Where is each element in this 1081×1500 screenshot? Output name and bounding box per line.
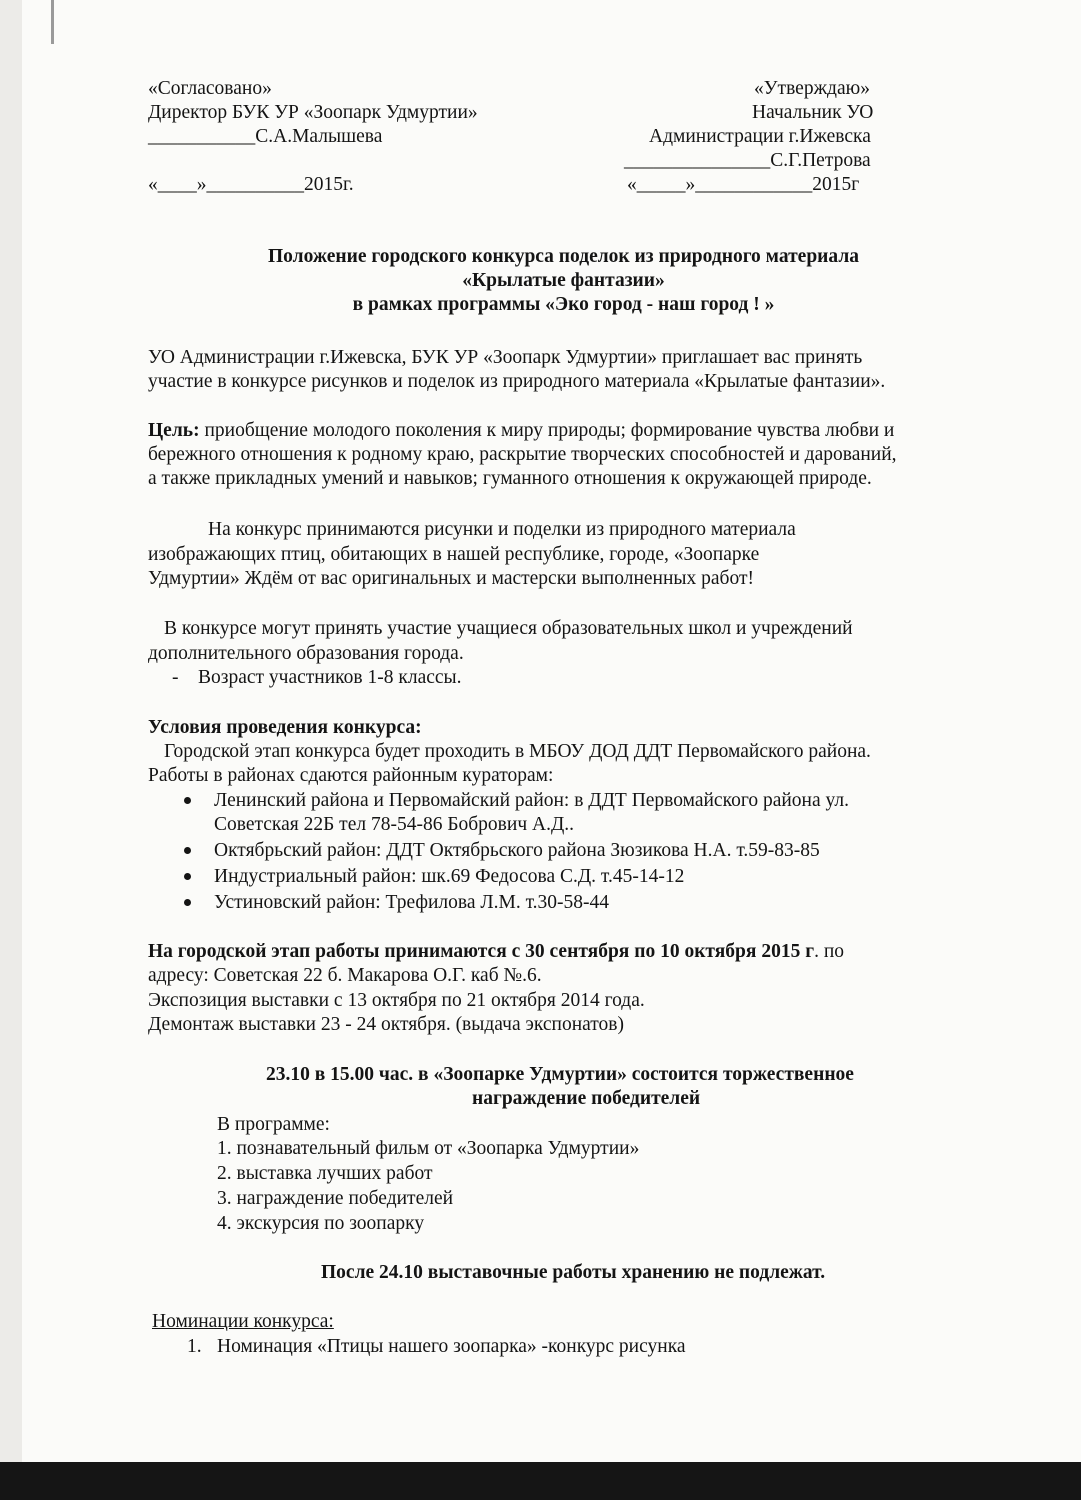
- after-note: После 24.10 выставочные работы хранению не подлежат.: [321, 1262, 826, 1283]
- accept-line-2: изображающих птиц, обитающих в нашей республике, городе, «Зоопарке: [148, 544, 760, 565]
- list-item: Устиновский район: Трефилова Л.М. т.30-58-44: [214, 892, 609, 913]
- bullet-icon: [184, 899, 191, 906]
- program-item: 1. познавательный фильм от «Зоопарка Удмуртии»: [217, 1138, 640, 1159]
- goal-line-1: [148, 419, 894, 442]
- approval-left-date: «____»__________2015г.: [148, 174, 354, 195]
- participants-line-1: В конкурсе могут принять участие учащиеся образовательных школ и учреждений: [164, 618, 853, 639]
- approval-left-position: Директор БУК УР «Зоопарк Удмуртии»: [148, 102, 478, 123]
- ceremony-line-1: 23.10 в 15.00 час. в «Зоопарке Удмуртии» состоится торжественное: [266, 1064, 854, 1085]
- intro-line-2: участие в конкурсе рисунков и поделок из природного материала «Крылатые фантазии».: [148, 371, 886, 392]
- bullet-icon: [184, 797, 191, 804]
- goal-text: приобщение молодого поколения к миру природы; формирование чувства любви и: [199, 420, 895, 441]
- nomination-number: 1.: [187, 1336, 202, 1357]
- dates-rest: . по: [814, 941, 844, 962]
- list-item-continued: Советская 22Б тел 78-54-86 Бобрович А.Д..: [214, 814, 575, 835]
- approval-right-position: Начальник УО: [752, 102, 874, 123]
- dates-line-1: [148, 940, 844, 963]
- conditions-title: Условия проведения конкурса:: [148, 717, 422, 738]
- participants-line-2: дополнительного образования города.: [148, 643, 464, 664]
- approval-right-title: «Утверждаю»: [754, 78, 870, 99]
- accept-line-3: Удмуртии» Ждём от вас оригинальных и мастерски выполненных работ!: [148, 568, 754, 589]
- approval-right-signature: _______________С.Г.Петрова: [624, 150, 871, 171]
- heading-line-3: в рамках программы «Эко город - наш город ! »: [352, 294, 775, 315]
- goal-line-3: а также прикладных умений и навыков; гуманного отношения к окружающей природе.: [148, 468, 872, 489]
- list-item: Октябрьский район: ДДТ Октябрьского района Зюзикова Н.А. т.59-83-85: [214, 840, 820, 861]
- participants-dash: -: [172, 667, 179, 688]
- heading-line-1: Положение городского конкурса поделок из природного материала: [267, 246, 860, 267]
- program-title: В программе:: [217, 1114, 330, 1135]
- scan-mark: [51, 0, 54, 44]
- ceremony-line-2: награждение победителей: [472, 1088, 701, 1109]
- dates-bold: На городской этап работы принимаются с 30 сентября по 10 октября 2015 г: [148, 941, 815, 962]
- list-item: Ленинский района и Первомайский район: в ДДТ Первомайского района ул.: [214, 790, 850, 811]
- approval-right-date: «_____»____________2015г: [627, 174, 860, 195]
- list-item: Индустриальный район: шк.69 Федосова С.Д. т.45-14-12: [214, 866, 685, 887]
- approval-left-signature: ___________С.А.Малышева: [148, 126, 383, 147]
- participants-age: Возраст участников 1-8 классы.: [198, 667, 462, 688]
- approval-left-title: «Согласовано»: [148, 78, 272, 99]
- program-item: 2. выставка лучших работ: [217, 1163, 433, 1184]
- conditions-line-1: Городской этап конкурса будет проходить в МБОУ ДОД ДДТ Первомайского района.: [164, 741, 871, 762]
- heading-line-2: «Крылатые фантазии»: [462, 270, 665, 291]
- goal-label: Цель:: [148, 420, 200, 441]
- dates-line-4: Демонтаж выставки 23 - 24 октября. (выдача экспонатов): [148, 1014, 624, 1035]
- conditions-line-2: Работы в районах сдаются районным кураторам:: [148, 765, 554, 786]
- program-item: 4. экскурсия по зоопарку: [217, 1213, 425, 1234]
- nominations-title: Номинации конкурса:: [152, 1311, 334, 1332]
- bullet-icon: [184, 847, 191, 854]
- approval-right-position-2: Администрации г.Ижевска: [649, 126, 871, 147]
- bullet-icon: [184, 873, 191, 880]
- accept-line-1: На конкурс принимаются рисунки и поделки из природного материала: [208, 519, 796, 540]
- dates-line-3: Экспозиция выставки с 13 октября по 21 октября 2014 года.: [148, 990, 645, 1011]
- program-item: 3. награждение победителей: [217, 1188, 454, 1209]
- intro-line-1: УО Администрации г.Ижевска, БУК УР «Зоопарк Удмуртии» приглашает вас принять: [148, 347, 863, 368]
- goal-line-2: бережного отношения к родному краю, раскрытие творческих способностей и дарований,: [148, 444, 897, 465]
- scan-edge: [0, 0, 22, 1500]
- scan-bottom-edge: [0, 1462, 1081, 1500]
- nomination-item: Номинация «Птицы нашего зоопарка» -конкурс рисунка: [217, 1336, 686, 1357]
- dates-line-2: адресу: Советская 22 б. Макарова О.Г. каб №.6.: [148, 965, 542, 986]
